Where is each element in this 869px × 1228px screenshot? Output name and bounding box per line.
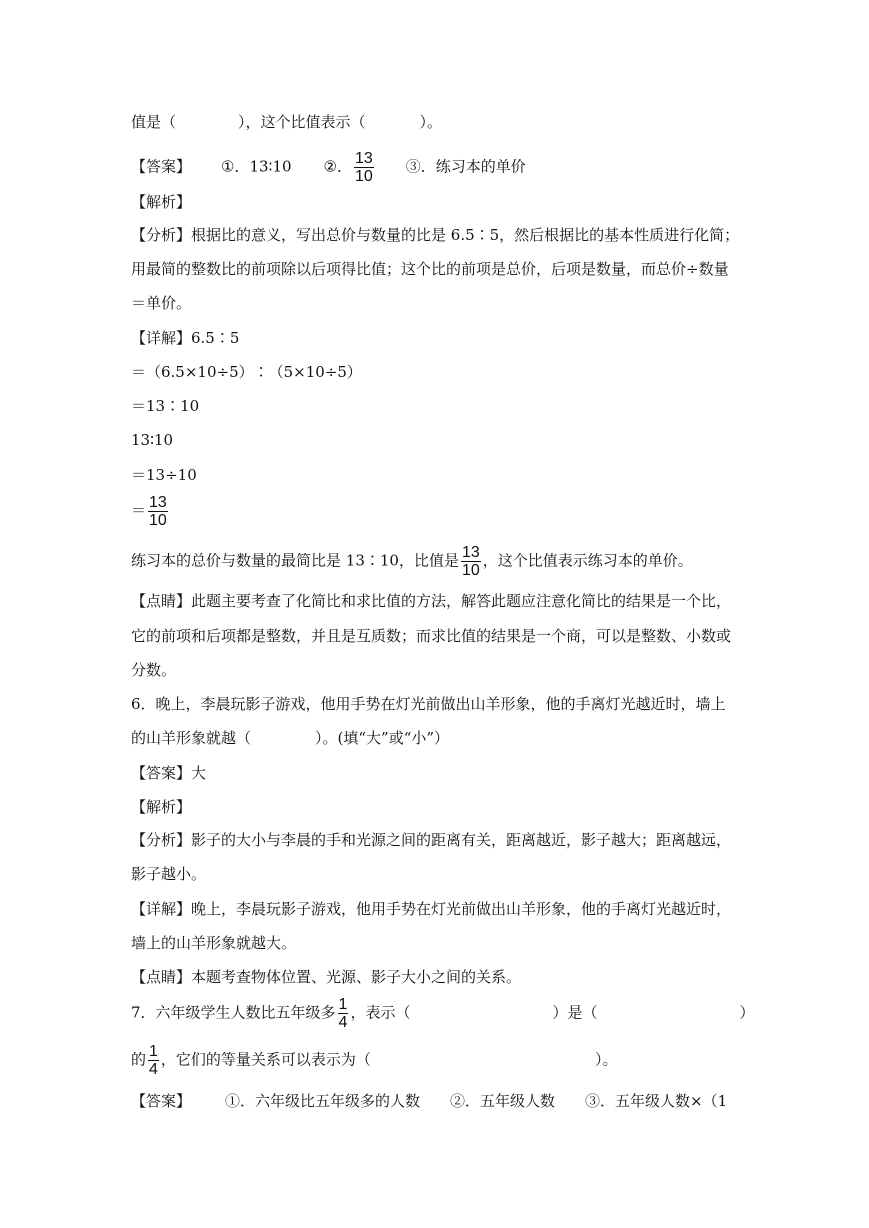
q5-dianjing-2: 它的前项和后项都是整数，并且是互质数；而求比值的结果是一个商，可以是整数、小数或 [131,627,732,645]
q7-question-1-d: ） [739,1003,755,1022]
q7-question-2-a: 的 [131,1050,147,1069]
q7-question-1-a: 7．六年级学生人数比五年级多 [131,1003,336,1022]
q5-conclusion-text-b: ，这个比值表示练习本的单价。 [482,551,693,570]
fraction-numerator: 13 [355,150,373,167]
q7-answer-2: ②．五年级人数 [450,1092,556,1110]
q5-fenxi-3: ＝单价。 [131,294,192,312]
q7-question-1-c: ）是（ [552,1003,598,1022]
q5-text-a: 值是（ [131,113,177,131]
q5-answer-2-fraction [354,150,374,185]
q5-answer-3: ③．练习本的单价 [405,157,526,176]
q5-answer-line [131,150,526,185]
q7-question-2 [131,1043,617,1078]
q7-fraction-1 [338,996,349,1031]
q5-answer-1: ①．13∶10 [221,157,292,176]
q5-conclusion-fraction [461,544,481,579]
q6-jiexi: 【解析】 [131,798,192,816]
answer-tag: 【答案】 [131,157,192,176]
q6-xiangjie-1: 【详解】晚上，李晨玩影子游戏，他用手势在灯光前做出山羊形象，他的手离灯光越近时， [131,900,732,918]
q5-dianjing-1: 【点睛】此题主要考查了化简比和求比值的方法，解答此题应注意化简比的结果是一个比， [131,592,732,610]
q6-question-2 [131,727,449,749]
q7-question-1 [131,996,755,1031]
q7-answer-1: ①．六年级比五年级多的人数 [225,1092,421,1110]
fraction-denominator: 10 [149,512,167,529]
q5-fenxi-2: 用最简的整数比的前项除以后项得比值；这个比的前项是总价，后项是数量，而总价÷数量 [131,260,729,278]
q5-text-b: ），这个比值表示（ [238,113,366,131]
q5-step-5 [131,494,170,529]
q5-step-1: ＝（6.5×10÷5）∶（5×10÷5） [131,363,362,381]
q5-dianjing-3: 分数。 [131,661,177,679]
fraction-denominator: 10 [461,562,480,579]
q5-step-4: ＝13÷10 [131,466,197,484]
q6-fenxi-2: 影子越小。 [131,865,207,883]
fraction-denominator: 10 [355,168,373,185]
q5-jiexi: 【解析】 [131,193,192,211]
q5-xiangjie-1: 【详解】6.5∶5 [131,329,240,347]
q6-question-2-b: ）。(填“大”或“小”） [315,729,450,747]
q5-step-5-prefix: ＝ [131,501,147,520]
fraction-numerator: 13 [149,494,167,511]
q6-question-1: 6．晚上，李晨玩影子游戏，他用手势在灯光前做出山羊形象，他的手离灯光越近时，墙上 [131,695,726,713]
q7-answer-3: ③．五年级人数×（1 [585,1092,728,1110]
q5-step-2: ＝13∶10 [131,397,200,415]
q5-conclusion [131,544,693,579]
fraction-numerator: 1 [149,1043,158,1060]
fraction-numerator: 1 [338,996,348,1013]
fraction-numerator: 13 [461,544,480,561]
q6-xiangjie-2: 墙上的山羊形象就越大。 [131,934,297,952]
q5-fenxi-1: 【分析】根据比的意义，写出总价与数量的比是 6.5∶5，然后根据比的基本性质进行化简； [131,226,740,244]
q5-step-3: 13∶10 [131,431,174,449]
q5-text-c: ）。 [419,113,443,131]
q6-fenxi-1: 【分析】影子的大小与李晨的手和光源之间的距离有关，距离越近，影子越大；距离越远， [131,831,732,849]
answer-tag: 【答案】 [131,1092,192,1110]
fraction-denominator: 4 [338,1014,348,1031]
q5-step-5-fraction [148,494,168,529]
q5-blank-line [131,111,442,133]
q5-conclusion-text-a: 练习本的总价与数量的最简比是 13∶10，比值是 [131,551,459,570]
q7-question-2-c: ）。 [594,1050,618,1069]
fraction-denominator: 4 [149,1061,158,1078]
q6-question-2-a: 的山羊形象就越（ [131,729,252,747]
q5-answer-2-prefix: ②． [323,157,352,176]
q6-answer: 【答案】大 [131,764,207,782]
q6-dianjing: 【点睛】本题考查物体位置、光源、影子大小之间的关系。 [131,968,522,986]
q7-fraction-2 [148,1043,159,1078]
q7-answer-line [131,1090,727,1112]
q7-question-2-b: ，它们的等量关系可以表示为（ [160,1050,371,1069]
q7-question-1-b: ，表示（ [350,1003,411,1022]
